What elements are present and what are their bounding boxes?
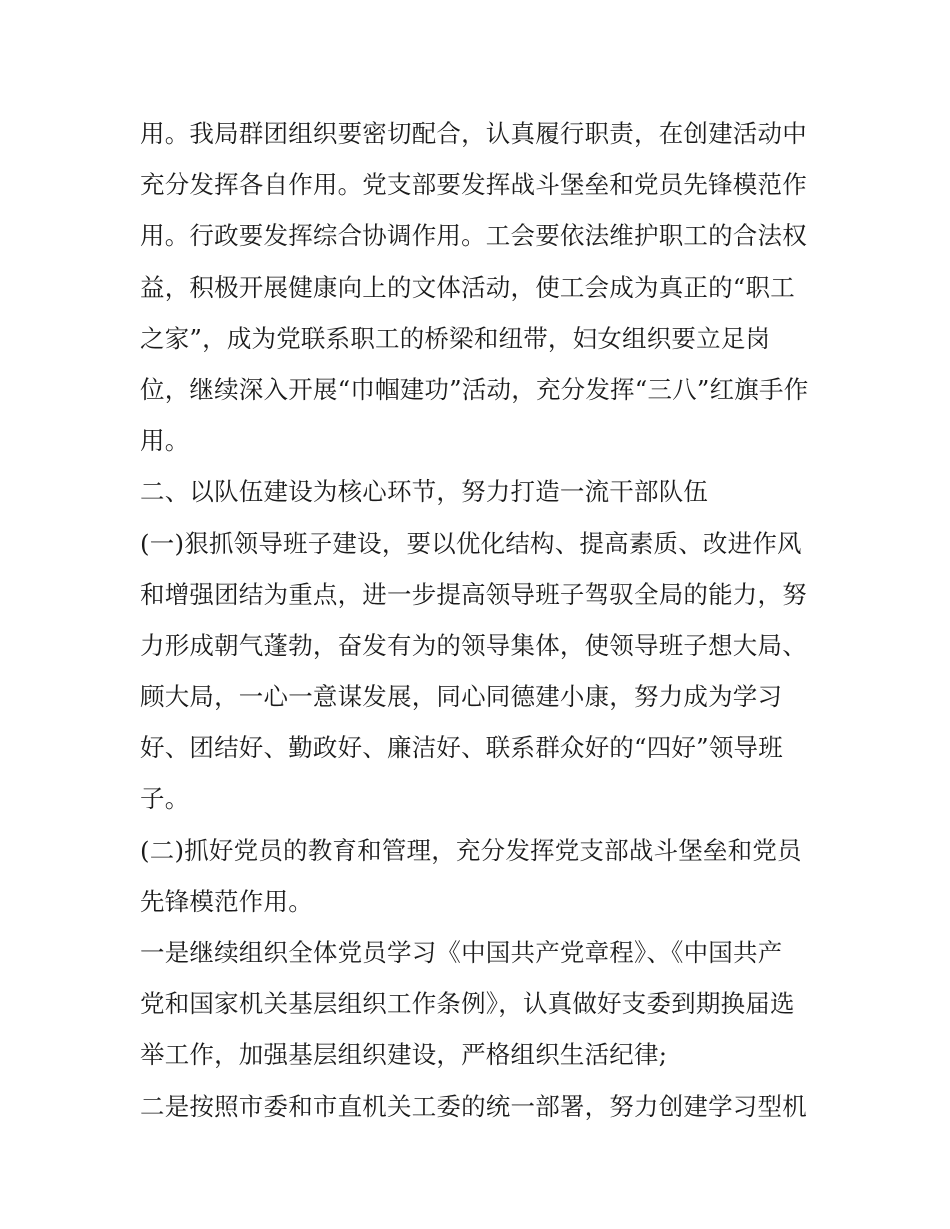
text-line-4: 益，积极开展健康向上的文体活动，使工会成为真正的“职工 xyxy=(140,272,795,302)
text-line-15: (二)抓好党员的教育和管理，充分发挥党支部战斗堡垒和党员 xyxy=(140,835,802,865)
section-heading: 二、以队伍建设为核心环节，努力打造一流干部队伍 xyxy=(140,477,709,507)
text-line-14: 子。 xyxy=(140,784,190,814)
text-line-5: 之家”，成为党联系职工的桥梁和纽带，妇女组织要立足岗 xyxy=(140,323,771,353)
text-line-13: 好、团结好、勤政好、廉洁好、联系群众好的“四好”领导班 xyxy=(140,733,783,763)
text-line-3: 用。行政要发挥综合协调作用。工会要依法维护职工的合法权 xyxy=(140,221,807,251)
text-line-9: (一)狠抓领导班子建设，要以优化结构、提高素质、改进作风 xyxy=(140,528,802,558)
text-line-2: 充分发挥各自作用。党支部要发挥战斗堡垒和党员先锋模范作 xyxy=(140,170,807,200)
text-line-12: 顾大局，一心一意谋发展，同心同德建小康，努力成为学习 xyxy=(140,682,783,712)
text-line-7: 用。 xyxy=(140,426,190,456)
text-line-20: 二是按照市委和市直机关工委的统一部署，努力创建学习型机 xyxy=(140,1091,807,1121)
text-line-16: 先锋模范作用。 xyxy=(140,886,313,916)
text-line-17: 一是继续组织全体党员学习《中国共产党章程》、《中国共产 xyxy=(140,938,783,967)
text-line-11: 力形成朝气蓬勃，奋发有为的领导集体，使领导班子想大局、 xyxy=(140,630,807,660)
text-line-10: 和增强团结为重点，进一步提高领导班子驾驭全局的能力，努 xyxy=(140,579,807,609)
text-line-1: 用。我局群团组织要密切配合，认真履行职责，在创建活动中 xyxy=(140,119,807,148)
text-line-19: 举工作，加强基层组织建设，严格组织生活纪律; xyxy=(140,1040,668,1070)
text-line-6: 位，继续深入开展“巾帼建功”活动，充分发挥“三八”红旗手作 xyxy=(140,374,809,404)
text-line-18: 党和国家机关基层组织工作条例》，认真做好支委到期换届选 xyxy=(140,989,795,1019)
document-body xyxy=(140,108,820,1132)
